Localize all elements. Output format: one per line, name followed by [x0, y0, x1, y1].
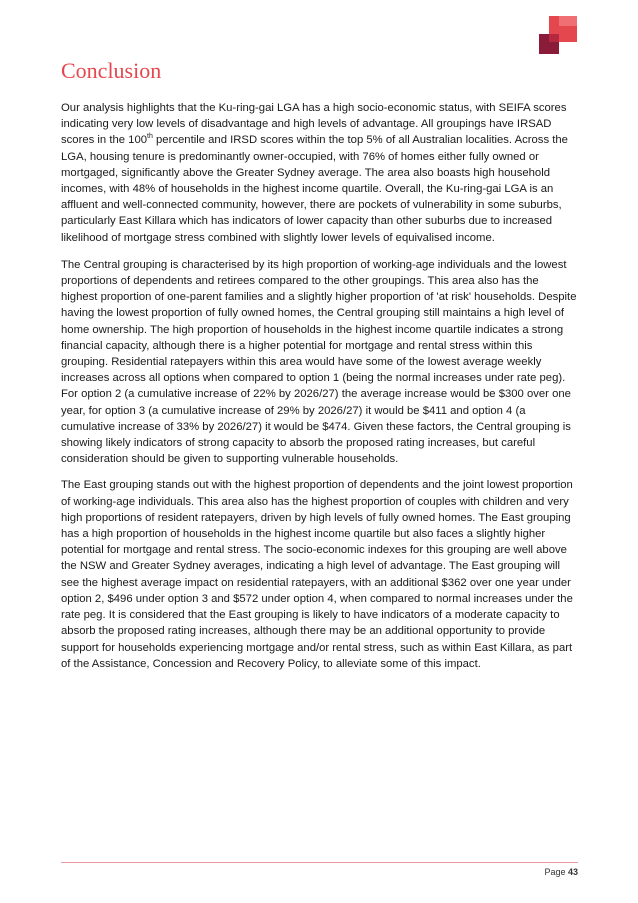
- page-number: 43: [567, 867, 578, 877]
- page-title: Conclusion: [61, 58, 162, 83]
- paragraph-central-grouping: The Central grouping is characterised by its high proportion of working-age individuals and the lowest proportions of dependents and retirees compared to the other groupings. This area also has the highest proportion of one-parent families and a slightly higher proportion of 'at risk' households. Despite having the lowest proportion of fully owned homes, the Central grouping still maintains a high level of home ownership. The high proportion of households in the highest income quartile indicates a strong financial capacity, although there is a higher potential for mortgage and rental stress within this grouping. Residential ratepayers within this area would have some of the lowest average weekly increases across all options when compared to option 1 (being the normal increases under rate peg). For option 2 (a cumulative increase of 22% by 2026/27) the average increase would be $300 over one year, for option 3 (a cumulative increase of 29% by 2026/27) it would be $411 and option 4 (a cumulative increase of 33% by 2026/27) it would be $474. Given these factors, the Central grouping is showing likely indicators of strong capacity to absorb the proposed rating increases, but careful consideration should be given to supporting vulnerable households.: [61, 258, 577, 466]
- paragraph-east-grouping: The East grouping stands out with the highest proportion of dependents and the joint lowest proportion of working-age individuals. This area also has the highest proportion of couples with children and very high proportions of resident ratepayers, driven by high levels of fully owned homes. The East grouping has a high proportion of households in the highest income quartile but also faces a slightly higher potential for mortgage and rental stress. The socio-economic indexes for this grouping are well above the NSW and Greater Sydney averages, indicating a high level of advantage. The East grouping will see the highest average impact on residential ratepayers, with an additional $362 over one year under option 2, $496 under option 3 and $572 under option 4, when compared to normal increases under the rate peg. It is considered that the East grouping is likely to have indicators of a moderate capacity to absorb the proposed rating increases, although there may be an additional opportunity to provide support for households experiencing mortgage and/or rental stress, such as within East Killara, as part of the Assistance, Concession and Recovery Policy, to alleviate some of this impact.: [61, 479, 573, 670]
- page-label: Page: [544, 867, 566, 877]
- brand-logo-icon: [537, 14, 579, 56]
- ordinal-suffix: th: [147, 133, 153, 141]
- paragraph-summary-text-end: percentile and IRSD scores within the top 5% of all Australian localities. Across the LGA, housing tenure is predominantly owner-occupied, with 76% of homes either fully owned or mortgaged, significantly above the Greater Sydney average. The area also boasts high household incomes, with 48% of households in the highest income quartile. Overall, the Ku-ring-gai LGA is an affluent and well-connected community, however, there are pockets of vulnerability in some suburbs, particularly East Killara which has indicators of lower capacity than other suburbs due to increased likelihood of mortgage stress combined with slightly lower levels of equivalised income.: [61, 134, 568, 244]
- footer-divider: [61, 862, 578, 863]
- paragraph-summary-text-start: Our analysis highlights that the Ku-ring-gai LGA has a high socio-economic status, with SEIFA scores indicating very low levels of disadvantage and high levels of advantage. All groupings have IRSAD scores in the 100: [61, 102, 567, 147]
- document-body: [61, 100, 577, 683]
- paragraph-summary: [61, 100, 577, 246]
- page-footer: [544, 867, 578, 877]
